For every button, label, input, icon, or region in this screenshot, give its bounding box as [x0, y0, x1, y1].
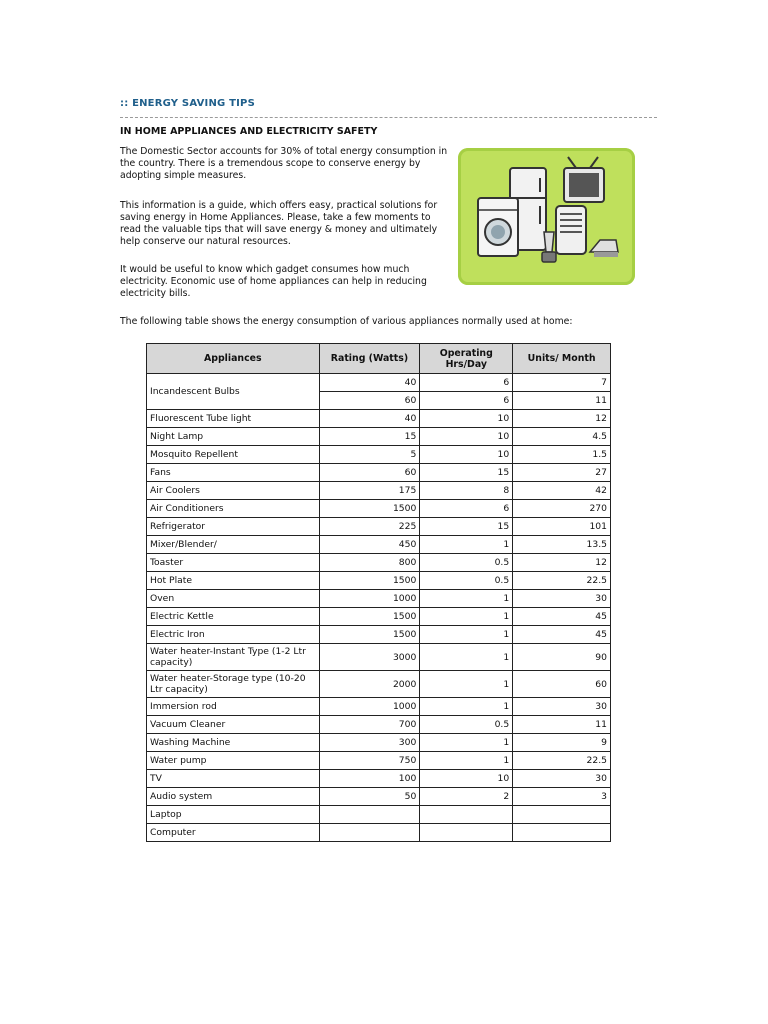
- hours-cell: 10: [420, 770, 513, 788]
- table-row: [147, 770, 611, 788]
- rating-cell: 1500: [319, 626, 420, 644]
- header-units: Units/ Month: [513, 344, 611, 374]
- rating-cell: 40: [319, 374, 420, 392]
- hours-cell: 15: [420, 518, 513, 536]
- appliance-name-cell: Washing Machine: [147, 734, 320, 752]
- header-hours: Operating Hrs/Day: [420, 344, 513, 374]
- rating-cell: [319, 806, 420, 824]
- table-row: [147, 446, 611, 464]
- table-row: [147, 482, 611, 500]
- units-cell: 90: [513, 644, 611, 671]
- appliance-name-cell: Water pump: [147, 752, 320, 770]
- rating-cell: 1500: [319, 572, 420, 590]
- appliance-name-cell: Mixer/Blender/: [147, 536, 320, 554]
- hours-cell: 1: [420, 644, 513, 671]
- hours-cell: 8: [420, 482, 513, 500]
- header-appliances: Appliances: [147, 344, 320, 374]
- rating-cell: 60: [319, 392, 420, 410]
- hours-cell: 1: [420, 698, 513, 716]
- intro-paragraph: The Domestic Sector accounts for 30% of total energy consumption in the country. There is a tremendous scope to conserve energy by adopting simple measures.: [120, 146, 448, 181]
- energy-consumption-table: [146, 343, 611, 842]
- units-cell: 11: [513, 392, 611, 410]
- table-intro-paragraph: The following table shows the energy consumption of various appliances normally used at home:: [120, 316, 573, 327]
- hours-cell: 0.5: [420, 554, 513, 572]
- hours-cell: 1: [420, 671, 513, 698]
- rating-cell: 1000: [319, 698, 420, 716]
- rating-cell: 100: [319, 770, 420, 788]
- units-cell: 45: [513, 626, 611, 644]
- table-row: [147, 554, 611, 572]
- table-row: [147, 410, 611, 428]
- appliance-name-cell: Laptop: [147, 806, 320, 824]
- table-header-row: [147, 344, 611, 374]
- appliance-name-cell: Audio system: [147, 788, 320, 806]
- appliance-name-cell: Air Conditioners: [147, 500, 320, 518]
- appliance-name-cell: Air Coolers: [147, 482, 320, 500]
- rating-cell: 2000: [319, 671, 420, 698]
- hours-cell: 6: [420, 374, 513, 392]
- appliance-name-cell: Water heater-Storage type (10-20 Ltr capacity): [147, 671, 320, 698]
- usage-paragraph: It would be useful to know which gadget consumes how much electricity. Economic use of home appliances can help in reducing electricity bills.: [120, 264, 427, 299]
- units-cell: 30: [513, 770, 611, 788]
- home-appliances-illustration: [458, 148, 635, 285]
- units-cell: 101: [513, 518, 611, 536]
- units-cell: 45: [513, 608, 611, 626]
- table-row: [147, 500, 611, 518]
- units-cell: 1.5: [513, 446, 611, 464]
- units-cell: 12: [513, 554, 611, 572]
- hours-cell: 1: [420, 590, 513, 608]
- table-row: [147, 752, 611, 770]
- appliance-name-cell: Refrigerator: [147, 518, 320, 536]
- rating-cell: 1500: [319, 608, 420, 626]
- table-row: [147, 716, 611, 734]
- appliance-name-cell: Electric Kettle: [147, 608, 320, 626]
- units-cell: 12: [513, 410, 611, 428]
- dashed-divider: [120, 117, 657, 118]
- rating-cell: 225: [319, 518, 420, 536]
- hours-cell: 1: [420, 626, 513, 644]
- appliance-name-cell: Night Lamp: [147, 428, 320, 446]
- table-row: [147, 374, 611, 392]
- units-cell: 30: [513, 698, 611, 716]
- hours-cell: 1: [420, 608, 513, 626]
- units-cell: 30: [513, 590, 611, 608]
- hours-cell: [420, 824, 513, 842]
- table-row: [147, 590, 611, 608]
- rating-cell: 450: [319, 536, 420, 554]
- hours-cell: 6: [420, 500, 513, 518]
- appliance-name-cell: Electric Iron: [147, 626, 320, 644]
- rating-cell: 3000: [319, 644, 420, 671]
- table-row: [147, 671, 611, 698]
- units-cell: 27: [513, 464, 611, 482]
- hours-cell: [420, 806, 513, 824]
- units-cell: 22.5: [513, 752, 611, 770]
- hours-cell: 10: [420, 446, 513, 464]
- units-cell: 270: [513, 500, 611, 518]
- appliance-name-cell: Vacuum Cleaner: [147, 716, 320, 734]
- appliance-name-cell: Incandescent Bulbs: [147, 374, 320, 410]
- hours-cell: 10: [420, 410, 513, 428]
- units-cell: 13.5: [513, 536, 611, 554]
- guide-paragraph: This information is a guide, which offers easy, practical solutions for saving energy in Home Appliances. Please, take a few moments to read the valuable tips that will save energy & money and ultimately help conserve our natural resources.: [120, 200, 438, 247]
- hours-cell: 0.5: [420, 716, 513, 734]
- rating-cell: 5: [319, 446, 420, 464]
- units-cell: [513, 806, 611, 824]
- appliance-name-cell: Oven: [147, 590, 320, 608]
- hours-cell: 0.5: [420, 572, 513, 590]
- units-cell: 60: [513, 671, 611, 698]
- appliance-name-cell: Immersion rod: [147, 698, 320, 716]
- table-row: [147, 536, 611, 554]
- appliance-name-cell: Computer: [147, 824, 320, 842]
- rating-cell: 15: [319, 428, 420, 446]
- table-row: [147, 608, 611, 626]
- units-cell: 9: [513, 734, 611, 752]
- table-row: [147, 824, 611, 842]
- hours-cell: 15: [420, 464, 513, 482]
- rating-cell: 700: [319, 716, 420, 734]
- hours-cell: 1: [420, 536, 513, 554]
- page-header: :: ENERGY SAVING TIPS: [120, 98, 255, 109]
- units-cell: 3: [513, 788, 611, 806]
- appliance-name-cell: Fluorescent Tube light: [147, 410, 320, 428]
- appliance-name-cell: Fans: [147, 464, 320, 482]
- table-row: [147, 644, 611, 671]
- table-row: [147, 428, 611, 446]
- units-cell: 42: [513, 482, 611, 500]
- table-row: [147, 464, 611, 482]
- rating-cell: 750: [319, 752, 420, 770]
- units-cell: 4.5: [513, 428, 611, 446]
- hours-cell: 1: [420, 734, 513, 752]
- rating-cell: 175: [319, 482, 420, 500]
- rating-cell: 800: [319, 554, 420, 572]
- hours-cell: 2: [420, 788, 513, 806]
- appliance-name-cell: Mosquito Repellent: [147, 446, 320, 464]
- hours-cell: 10: [420, 428, 513, 446]
- hours-cell: 1: [420, 752, 513, 770]
- table-row: [147, 698, 611, 716]
- units-cell: 7: [513, 374, 611, 392]
- appliance-name-cell: TV: [147, 770, 320, 788]
- rating-cell: 50: [319, 788, 420, 806]
- section-subtitle: IN HOME APPLIANCES AND ELECTRICITY SAFETY: [120, 126, 378, 137]
- rating-cell: 1500: [319, 500, 420, 518]
- table-body: [147, 374, 611, 842]
- appliance-name-cell: Toaster: [147, 554, 320, 572]
- header-rating: Rating (Watts): [319, 344, 420, 374]
- rating-cell: 60: [319, 464, 420, 482]
- rating-cell: 40: [319, 410, 420, 428]
- table-row: [147, 788, 611, 806]
- table-row: [147, 806, 611, 824]
- rating-cell: 1000: [319, 590, 420, 608]
- rating-cell: [319, 824, 420, 842]
- rating-cell: 300: [319, 734, 420, 752]
- units-cell: 22.5: [513, 572, 611, 590]
- table-row: [147, 734, 611, 752]
- table-row: [147, 572, 611, 590]
- units-cell: [513, 824, 611, 842]
- table-row: [147, 626, 611, 644]
- appliance-name-cell: Water heater-Instant Type (1-2 Ltr capacity): [147, 644, 320, 671]
- table-row: [147, 518, 611, 536]
- hours-cell: 6: [420, 392, 513, 410]
- appliance-name-cell: Hot Plate: [147, 572, 320, 590]
- units-cell: 11: [513, 716, 611, 734]
